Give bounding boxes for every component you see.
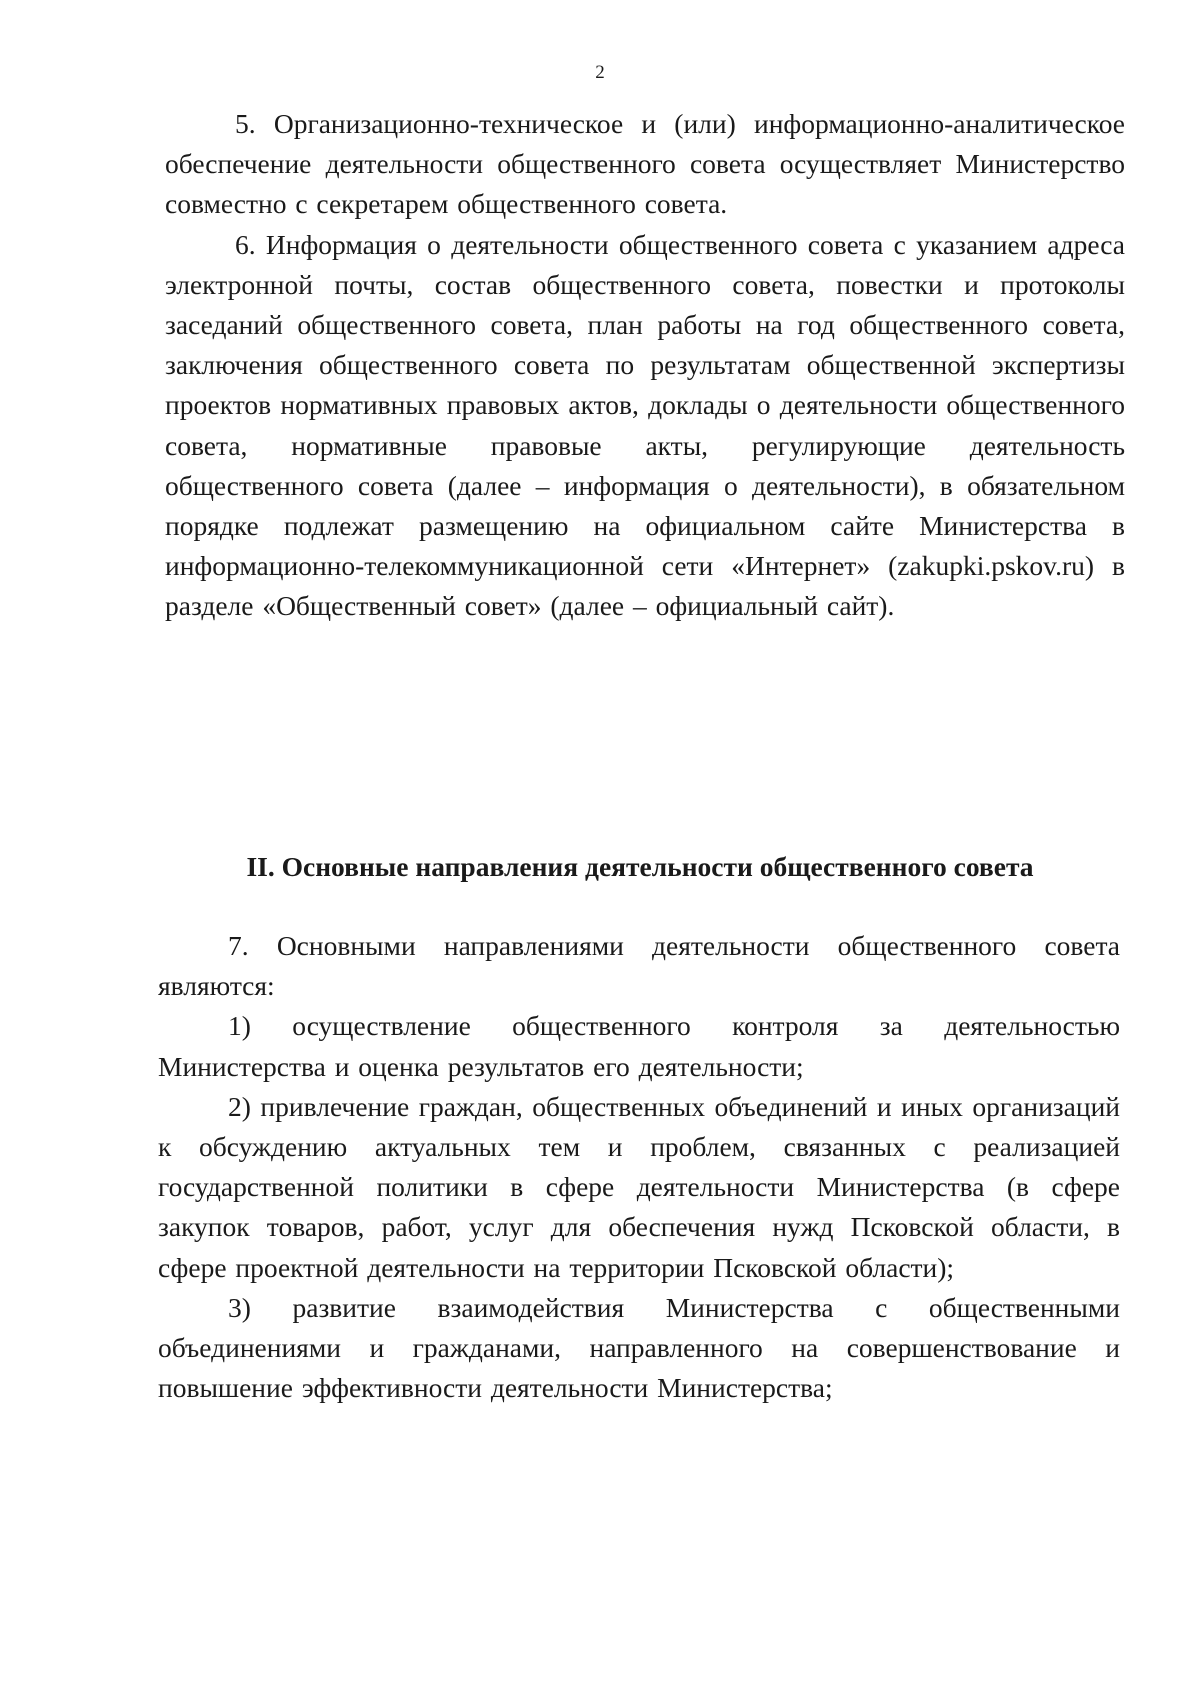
section-two-text (158, 926, 1120, 1408)
paragraph-7: 7. Основными направлениями деятельности общественного совета являются: (158, 930, 1120, 1002)
paragraph-5: 5. Организационно-техническое и (или) информационно-аналитическое обеспечение деятельности общественного совета осуществляет Министерство совместно с секретарем общественного совета. (165, 108, 1125, 220)
section-two-heading: II. Основные направления деятельности общественного совета (246, 851, 1034, 882)
list-item-3: 3) развитие взаимодействия Министерства с общественными объединениями и гражданами, направленного на совершенствование и повышение эффективности деятельности Министерства; (158, 1291, 1120, 1404)
paragraph-6: 6. Информация о деятельности общественного совета с указанием адреса электронной почты, состав общественного совета, повестки и протоколы заседаний общественного совета, план работы на год общественного совета, заключения общественного совета по результатам общественной экспертизы проектов нормативных правовых актов, доклады о деятельности общественного совета, нормативные правовые акты, регулирующие деятельность общественного совета (далее – информация о деятельности), в обязательном порядке подлежат размещению на официальном сайте Министерства в информационно-телекоммуникационной сети «Интернет» (zakupki.pskov.ru) в разделе «Общественный совет» (далее – официальный сайт). (165, 228, 1125, 622)
page-number: 2 (595, 62, 605, 83)
list-item-1: 1) осуществление общественного контроля за деятельностью Министерства и оценка результатов его деятельности; (158, 1010, 1120, 1082)
list-item-2: 2) привлечение граждан, общественных объединений и иных организаций к обсуждению актуальных тем и проблем, связанных с реализацией государственной политики в сфере деятельности Министерства (в сфере закупок товаров, работ, услуг для обеспечения нужд Псковской области, в сфере проектной деятельности на территории Псковской области); (158, 1090, 1120, 1283)
section-one-text (165, 104, 1125, 627)
